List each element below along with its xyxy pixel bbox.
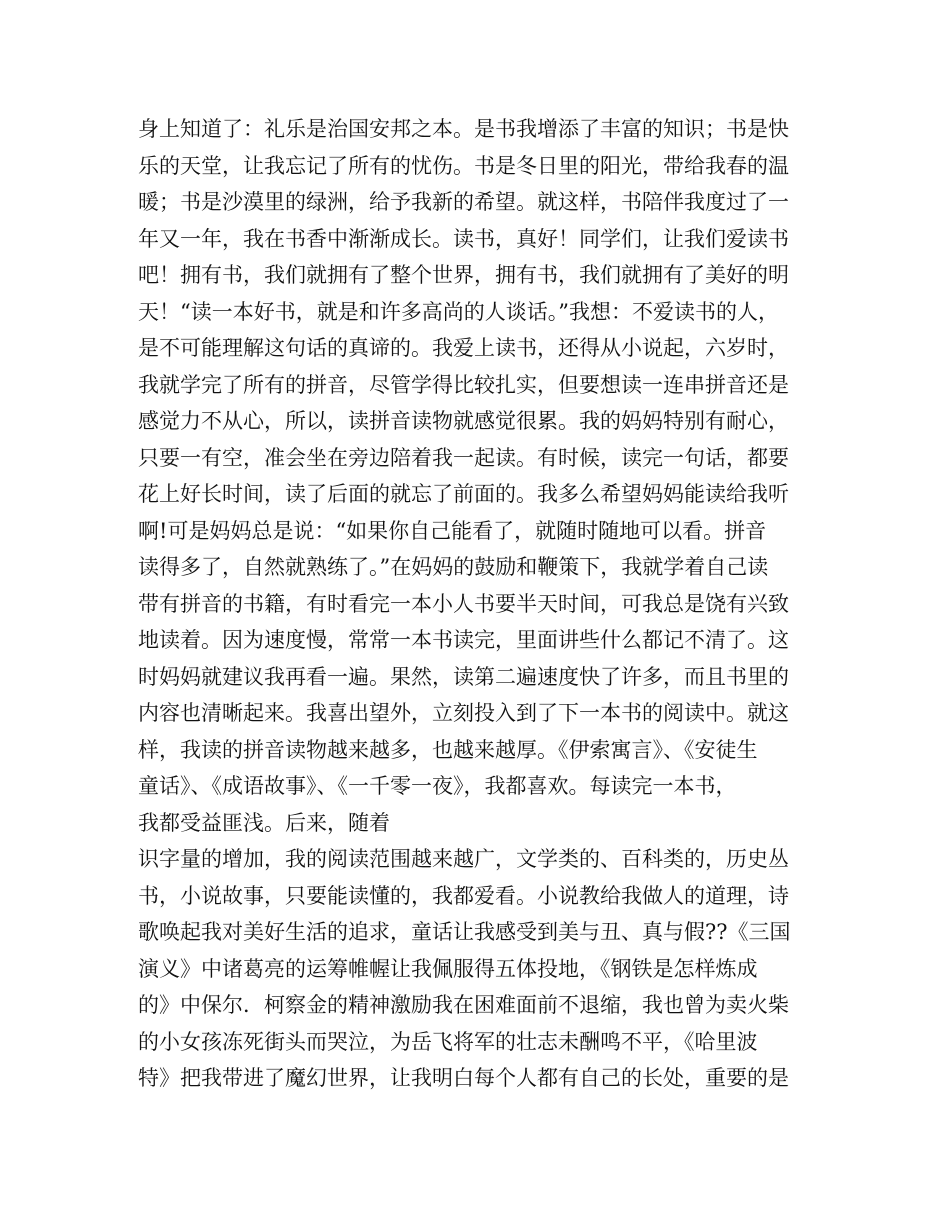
text-line: 书，小说故事，只要能读懂的，我都爱看。小说教给我做人的道理，诗 [138, 883, 789, 908]
text-line: 的》中保尔．柯察金的精神激励我在困难面前不退缩，我也曾为卖火柴 [138, 993, 789, 1017]
text-line: 天！“读一本好书，就是和许多高尚的人谈话。”我想：不爱读书的人， [138, 299, 779, 324]
text-line: 读得多了，自然就熟练了。”在妈妈的鼓励和鞭策下，我就学着自己读 [138, 555, 769, 579]
text-line: 地读着。因为速度慢，常常一本书读完，里面讲些什么都记不清了。这 [138, 628, 789, 652]
text-line: 特》把我带进了魔幻世界，让我明白每个人都有自己的长处，重要的是 [138, 1066, 789, 1090]
text-line: 的小女孩冻死街头而哭泣，为岳飞将军的壮志未酬鸣不平，《哈里波 [138, 1029, 758, 1054]
text-line: 样，我读的拼音读物越来越多，也越来越厚。《伊索寓言》、《安徒生 [138, 737, 758, 762]
text-line: 啊!可是妈妈总是说：“如果你自己能看了，就随时随地可以看。拼音 [138, 518, 767, 543]
text-line: 花上好长时间，读了后面的就忘了前面的。我多么希望妈妈能读给我听 [138, 482, 789, 506]
text-line: 年又一年，我在书香中渐渐成长。读书，真好！同学们，让我们爱读书 [138, 226, 789, 251]
text-line: 只要一有空，准会坐在旁边陪着我一起读。有时候，读完一句话，都要 [138, 445, 789, 470]
text-line: 吧！拥有书，我们就拥有了整个世界，拥有书，我们就拥有了美好的明 [138, 263, 789, 287]
text-line: 暖；书是沙漠里的绿洲，给予我新的希望。就这样，书陪伴我度过了一 [138, 190, 789, 214]
text-line: 内容也清晰起来。我喜出望外，立刻投入到了下一本书的阅读中。就这 [138, 701, 789, 725]
text-line: 乐的天堂，让我忘记了所有的忧伤。书是冬日里的阳光，带给我春的温 [138, 153, 789, 178]
text-line: 歌唤起我对美好生活的追求，童话让我感受到美与丑、真与假??《三国 [138, 920, 791, 944]
text-line: 我就学完了所有的拼音，尽管学得比较扎实，但要想读一连串拼音还是 [138, 372, 789, 397]
text-line: 我都受益匪浅。后来，随着 [138, 810, 390, 835]
text-line: 童话》、《成语故事》、《一千零一夜》，我都喜欢。每读完一本书， [138, 774, 737, 798]
text-line: 身上知道了：礼乐是治国安邦之本。是书我增添了丰富的知识；书是快 [138, 117, 789, 141]
text-line: 带有拼音的书籍，有时看完一本小人书要半天时间，可我总是饶有兴致 [138, 591, 789, 616]
text-line: 演义》中诸葛亮的运筹帷幄让我佩服得五体投地，《钢铁是怎样炼成 [138, 956, 758, 981]
text-line: 是不可能理解这句话的真谛的。我爱上读书，还得从小说起，六岁时， [138, 336, 789, 360]
text-line: 感觉力不从心，所以，读拼音读物就感觉很累。我的妈妈特别有耐心， [138, 409, 789, 433]
body-text [138, 111, 828, 1097]
text-line: 识字量的增加，我的阅读范围越来越广，文学类的、百科类的，历史丛 [138, 847, 789, 871]
text-line: 时妈妈就建议我再看一遍。果然，读第二遍速度快了许多，而且书里的 [138, 664, 789, 689]
